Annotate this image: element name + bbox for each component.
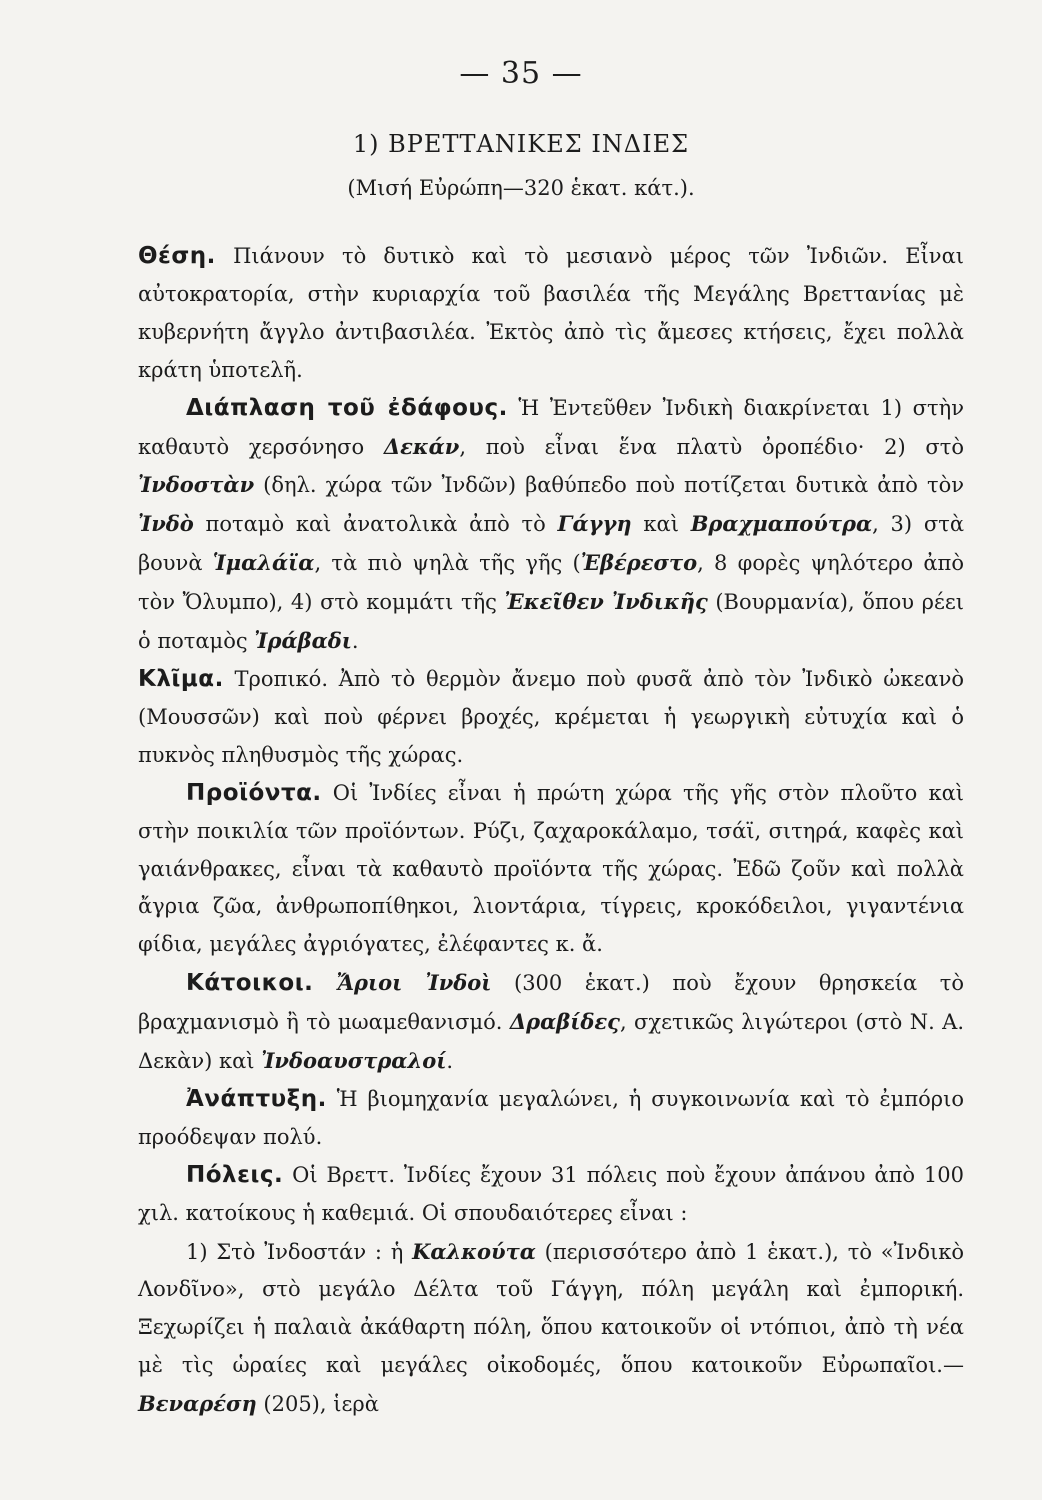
paragraph-klima: Κλῖμα. Τροπικό. Ἀπὸ τὸ θερμὸν ἄνεμο ποὺ φυσᾶ ἀπὸ τὸν Ἰνδικὸ ὠκεανὸ (Μουσσῶν) καὶ ποὺ φέρνει βροχές, κρέμεται ἡ γεωργικὴ εὐτυχία καὶ ὁ πυκνὸς πληθυσμὸς τῆς χώρας. (138, 665, 964, 767)
section-subtitle: (Μισή Εὐρώπη—320 ἑκατ. κάτ.). (347, 176, 695, 200)
paragraph-cities: 1) Στὸ Ἰνδοστάν : ἡ Καλκούτα (περισσότερο ἀπὸ 1 ἑκατ.), τὸ «Ἰνδικὸ Λονδῖνο», στὸ μεγάλο Δέλτα τοῦ Γάγγη, πόλη μεγάλη καὶ ἐμπορική. Ξεχωρίζει ἡ παλαιὰ ἀκάθαρτη πόλη, ὅπου κατοικοῦν οἱ ντόπιοι, ἀπὸ τὴ νέα μὲ τὶς ὡραίες καὶ μεγάλες οἰκοδομές, ὅπου κατοικοῦν Εὐρωπαῖοι.—Βεναρέση (205), ἱερὰ (138, 1238, 964, 1417)
page-number: — 35 — (459, 56, 583, 91)
paragraph-proionta: Προϊόντα. Οἱ Ἰνδίες εἶναι ἡ πρώτη χώρα τῆς γῆς στὸν πλοῦτο καὶ στὴν ποικιλία τῶν προϊόντων. Ρύζι, ζαχαροκάλαμο, τσάϊ, σιτηρά, καφὲς καὶ γαιάνθρακες, εἶναι τὰ καθαυτὸ προϊόντα τῆς χώρας. Ἐδῶ ζοῦν καὶ πολλὰ ἄγρια ζῶα, ἀνθρωποπίθηκοι, λιοντάρια, τίγρεις, κροκόδειλοι, γιγαντένια φίδια, μεγάλες ἀγριόγατες, ἐλέφαντες κ. ἄ. (138, 779, 964, 957)
heading-diaplasi: Διάπλαση τοῦ ἐδάφους. (186, 394, 508, 421)
heading-thesi: Θέση. (138, 243, 216, 269)
paragraph-anaptyxi: Ἀνάπτυξη. Ἡ βιομηχανία μεγαλώνει, ἡ συγκοινωνία καὶ τὸ ἐμπόριο προόδεψαν πολύ. (138, 1085, 964, 1149)
paragraph-diaplasi: Διάπλαση τοῦ ἐδάφους. Ἡ Ἐντεῦθεν Ἰνδικὴ διακρίνεται 1) στὴν καθαυτὸ χερσόνησο Δεκάν, ποὺ εἶναι ἕνα πλατὺ ὀροπέδιο· 2) στὸ Ἰνδοστὰν (δηλ. χώρα τῶν Ἰνδῶν) βαθύπεδο ποὺ ποτίζεται δυτικὰ ἀπὸ τὸν Ἰνδὸ ποταμὸ καὶ ἀνατολικὰ ἀπὸ τὸ Γάγγη καὶ Βραχμαπούτρα, 3) στὰ βουνὰ Ἱμαλάϊα, τὰ πιὸ ψηλὰ τῆς γῆς (Ἐβέρεστο, 8 φορὲς ψηλότερο ἀπὸ τὸν Ὄλυμπο), 4) στὸ κομμάτι τῆς Ἐκεῖθεν Ἰνδικῆς (Βουρμανία), ὅπου ρέει ὁ ποταμὸς Ἰράβαδι. (138, 394, 965, 654)
heading-proionta: Προϊόντα. (186, 779, 322, 806)
heading-poleis: Πόλεις. (186, 1161, 284, 1188)
body-text (138, 238, 964, 1424)
paragraph-katoikoi: Κάτοικοι. Ἄριοι Ἰνδοὶ (300 ἑκατ.) ποὺ ἔχουν θρησκεία τὸ βραχμανισμὸ ἢ τὸ μωαμεθανισμό. Δραβίδες, σχετικῶς λιγώτεροι (στὸ Ν. Α. Δεκὰν) καὶ Ἰνδοαυστραλοί. (138, 970, 964, 1074)
heading-anaptyxi: Ἀνάπτυξη. (186, 1085, 327, 1112)
paragraph-poleis: Πόλεις. Οἱ Βρεττ. Ἰνδίες ἔχουν 31 πόλεις ποὺ ἔχουν ἀπάνου ἀπὸ 100 χιλ. κατοίκους ἡ καθεμιά. Οἱ σπουδαιότερες εἶναι : (138, 1161, 964, 1225)
paragraph-thesi: Θέση. Πιάνουν τὸ δυτικὸ καὶ τὸ μεσιανὸ μέρος τῶν Ἰνδιῶν. Εἶναι αὐτοκρατορία, στὴν κυριαρχία τοῦ βασιλέα τῆς Μεγάλης Βρεττανίας μὲ κυβερνήτη ἄγγλο ἀντιβασιλέα. Ἐκτὸς ἀπὸ τὶς ἄμεσες κτήσεις, ἔχει πολλὰ κράτη ὑποτελῆ. (138, 243, 964, 382)
heading-klima: Κλῖμα. (138, 665, 224, 692)
section-title: 1) ΒΡΕΤΤΑΝΙΚΕΣ ΙΝΔΙΕΣ (352, 130, 690, 158)
heading-katoikoi: Κάτοικοι. (186, 970, 314, 997)
